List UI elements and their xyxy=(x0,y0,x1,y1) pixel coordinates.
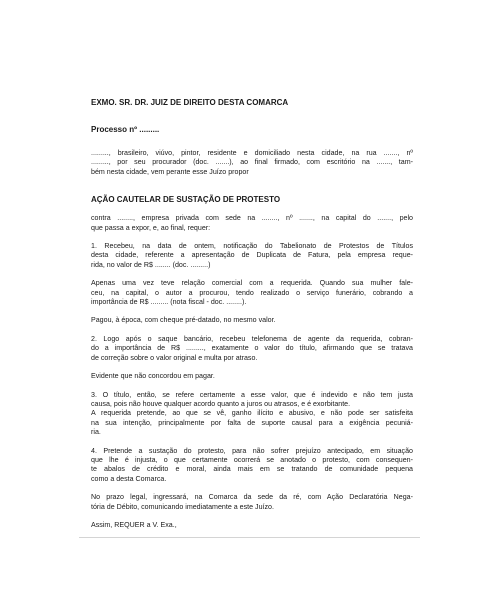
paragraph-line: 4. Pretende a sustação do protesto, para não sofrer prejuízo antecipado, em situação xyxy=(91,446,413,455)
body-paragraph xyxy=(91,279,413,307)
body-paragraph xyxy=(91,214,413,233)
paragraph-line: rida, no valor de R$ ........ (doc. .........) xyxy=(91,260,211,269)
paragraph-line: 1. Recebeu, na data de ontem, notificação do Tabelionato de Protestos de Títulos xyxy=(91,242,413,251)
body-paragraph xyxy=(91,316,413,325)
paragraph-line: de correção sobre o valor original e multa por atraso. xyxy=(91,353,258,362)
intro-paragraph xyxy=(91,149,413,177)
paragraph-line: te abalos de crédito e moral, ainda mais em se tratando de comunidade pequena xyxy=(91,465,413,474)
paragraph-line: A requerida pretende, ao que se vê, ganho ilícito e abusivo, e não pode ser satisfeita xyxy=(91,409,413,418)
petition-body xyxy=(91,98,413,530)
paragraph-line: ria. xyxy=(91,428,101,437)
process-number: Processo nº ......... xyxy=(91,125,160,134)
body-paragraph xyxy=(91,335,413,363)
paragraph-line: contra ........, empresa privada com sede na ........, nº ......., na capital do ......., pelo xyxy=(91,214,413,223)
paragraph-line: Apenas uma vez teve relação comercial com a requerida. Quando sua mulher fale- xyxy=(91,279,413,288)
action-title: AÇÃO CAUTELAR DE SUSTAÇÃO DE PROTESTO xyxy=(91,195,281,205)
page-bottom-divider xyxy=(79,537,420,538)
paragraph-line: causa, pois não houve qualquer acordo quanto a juros ou atrasos, e é exorbitante. xyxy=(91,399,351,408)
paragraph-line: No prazo legal, ingressará, na Comarca da sede da ré, com Ação Declaratória Nega- xyxy=(91,493,413,502)
body-paragraph xyxy=(91,372,413,381)
intro-line: ........., por seu procurador (doc. .......), ao final firmado, com escritório na ......., tam- xyxy=(91,158,413,167)
addressee-heading: EXMO. SR. DR. JUIZ DE DIREITO DESTA COMARCA xyxy=(91,98,289,107)
paragraph-line: na sua intenção, principalmente por falta de suporte causal para a exigência pecuniá- xyxy=(91,418,413,427)
paragraph-line: Assim, REQUER a V. Exa., xyxy=(91,520,177,529)
paragraph-line: que passa a expor, e, ao final, requer: xyxy=(91,223,211,232)
body-paragraph xyxy=(91,391,413,438)
paragraph-line: 3. O título, então, se refere certamente a esse valor, que é indevido e não tem justa xyxy=(91,390,413,399)
paragraph-line: que lhe é injusta, o que certamente ocorrerá se anotado o protesto, com consequen- xyxy=(91,455,413,464)
paragraph-line: 2. Logo após o saque bancário, recebeu telefonema de agente da requerida, cobran- xyxy=(91,334,413,343)
body-paragraph xyxy=(91,493,413,512)
intro-line: bém nesta cidade, vem perante esse Juízo propor xyxy=(91,167,249,176)
paragraph-line: do a importância de R$ ........., exatamente o valor do título, afirmando que se tratava xyxy=(91,344,413,353)
paragraph-line: importância de R$ ......... (nota fiscal - doc. ........). xyxy=(91,298,247,307)
paragraph-line: tória de Débito, comunicando imediatamente a este Juízo. xyxy=(91,502,274,511)
paragraph-line: Pagou, à época, com cheque pré-datado, no mesmo valor. xyxy=(91,316,276,325)
paragraph-line: desta cidade, referente a apresentação de Duplicata de Fatura, pela empresa reque- xyxy=(91,251,413,260)
paragraph-line: ceu, na capital, o autor a procurou, tendo realizado o serviço funerário, cobrando a xyxy=(91,288,413,297)
paragraph-line: Evidente que não concordou em pagar. xyxy=(91,372,215,381)
paragraph-line: como a desta Comarca. xyxy=(91,474,167,483)
body-paragraph xyxy=(91,447,413,485)
body-paragraph xyxy=(91,242,413,270)
intro-line: ........., brasileiro, viúvo, pintor, residente e domiciliado nesta cidade, na rua ......., nº xyxy=(91,149,413,157)
closing-paragraph xyxy=(91,521,413,530)
